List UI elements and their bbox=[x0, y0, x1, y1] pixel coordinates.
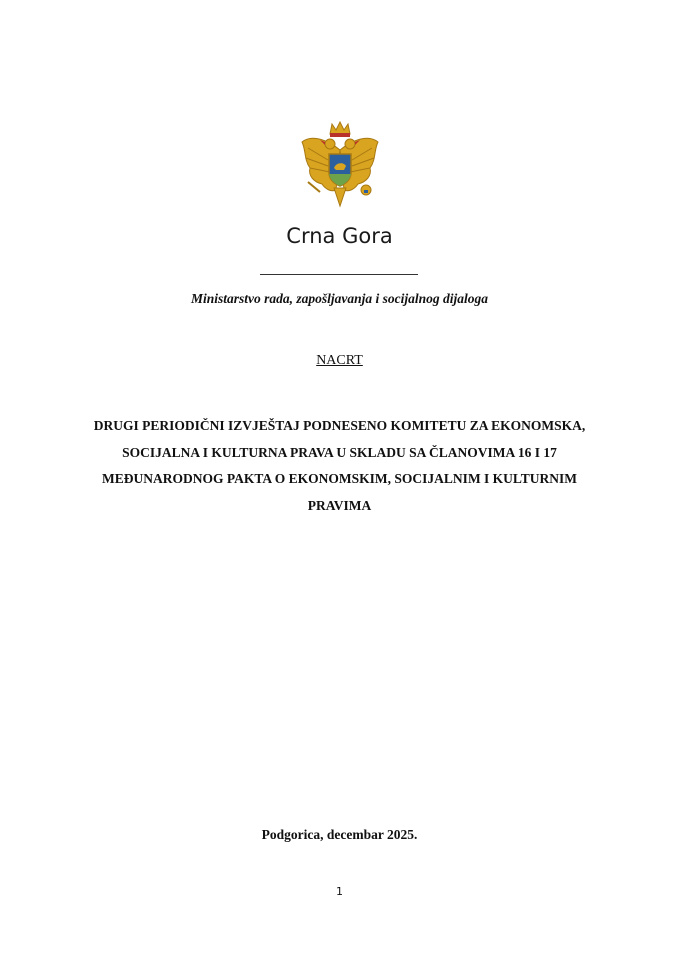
title-line: PRAVIMA bbox=[307, 497, 372, 513]
page-number: 1 bbox=[336, 885, 343, 898]
divider-line bbox=[260, 274, 418, 275]
title-line: DRUGI PERIODIČNI IZVJEŠTAJ PODNESENO KOMITETU ZA EKONOMSKA, bbox=[93, 418, 586, 433]
place-and-date: Podgorica, decembar 2025. bbox=[261, 827, 418, 842]
ministry-name: Ministarstvo rada, zapošljavanja i socijalnog dijaloga bbox=[190, 291, 489, 306]
draft-label: NACRT bbox=[316, 353, 363, 368]
title-line: MEĐUNARODNOG PAKTA O EKONOMSKIM, SOCIJALNIM I KULTURNIM bbox=[102, 471, 577, 486]
montenegro-coat-of-arms-icon bbox=[298, 120, 382, 212]
country-name: Crna Gora bbox=[286, 224, 393, 248]
title-line: SOCIJALNA I KULTURNA PRAVA U SKLADU SA ČLANOVIMA 16 I 17 bbox=[122, 444, 557, 460]
document-title bbox=[70, 413, 609, 519]
